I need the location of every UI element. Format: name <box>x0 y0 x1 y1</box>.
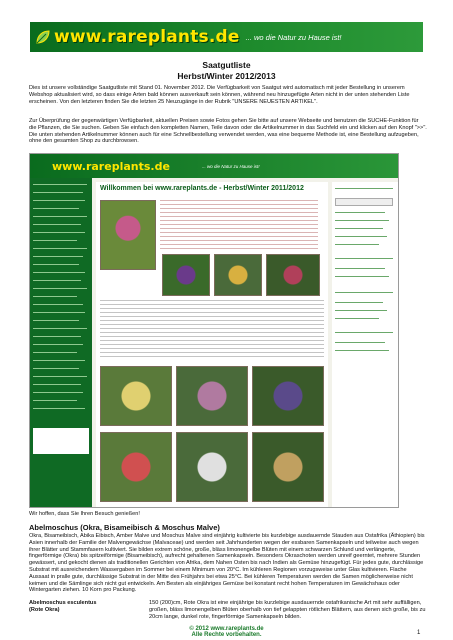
screenshot-heading: Willkommen bei www.rareplants.de - Herbst/Winter 2011/2012 <box>100 185 304 192</box>
footer-copyright: © 2012 www.rareplants.de <box>189 626 264 632</box>
item-common-name: (Rote Okra) <box>29 606 60 613</box>
screenshot-logo: www.rareplants.de <box>52 160 170 173</box>
screenshot-header <box>30 154 398 178</box>
screenshot-tagline: ... wo die Natur zu Hause ist! <box>202 164 260 169</box>
section-body: Okra, Bisameibisch, Abika Eibisch, Amber Malve und Moschus Malve sind einjährig kultivierte bis kurzlebige ausdauernde Stauden aus Ostafrika (Äthiopien) bis Asien innerhalb der Familie der Malvengewächse (Malvaceae) und werden seit Jahrhunderten wegen der essbaren Samenkapseln und teilweise auch wegen ihrer Blätter und Stammfasern kultiviert. Sie bilden extrem schöne, große, bläss limonengelbe Blüten mit einem schwarzen Schlund und verlängerte, fingerförmige (Okra) bis spitzeiförmige (Bisameibisch), aufrecht gehaltenen Samenkapseln. Besonders Okraschoten werden unreif geerntet, mehrere Stunden gewässert, und gekocht dienen als traditionellen Gerichten von Afrika, dem Nahen Osten bis nach Indien als Gemüse hinzugefügt. Für jedes gute, durchlässige Substrat mit ausreichendem Wassergaben im Sommer bei einem Minimum von 20°C. Im kühleren Regionen vorzugsweise unter Glas kultivieren. Flache Aussaat in pralle gute, durchlässige Substrat in der Mitte des Frühjahrs bei etwa 25°C. Bei kühleren Temperaturen werden die Samen möglicherweise nicht keimen und die Sämlinge sich nicht gut entwickeln. Am Besten als einjähriges Gemüse bei konstant recht hohen Temperaturen im Gewächshaus oder Wintergarten ziehen. 10 Korn pro Packung. <box>29 533 425 594</box>
item-name <box>29 600 139 614</box>
plant-photo <box>100 432 172 502</box>
plant-photo <box>100 366 172 426</box>
plant-photo <box>176 366 248 426</box>
section-title: Abelmoschus (Okra, Bisameibisch & Moschus Malve) <box>29 523 220 532</box>
page-number: 1 <box>417 630 421 636</box>
thanks-note: Wir hoffen, dass Sie Ihren Besuch genießen! <box>29 511 140 517</box>
site-tagline: ... wo die Natur zu Hause ist! <box>245 32 342 42</box>
website-screenshot <box>29 153 399 508</box>
site-logo[interactable]: www.rareplants.de <box>54 27 240 47</box>
item-description: 150 (200)cm, Rote Okra ist eine einjährige bis kurzlebige ausdauernde ostafrikanische Art mit sehr auffälligen, großen, bläss limonengelben Blüten oberhalb von tief gelappten rötlichen Blättern, aus denen sich große, bis zu 20cm lange, dunkel rote, fingerförmige Samenkapseln bilden. <box>149 600 426 620</box>
plant-photo <box>176 432 248 502</box>
document-title: Saatgutliste <box>202 60 251 70</box>
intro-paragraph-1: Dies ist unsere vollständige Saatgutliste mit Stand 01. November 2012. Die Verfügbarkeit von Saatgut wird automatisch mit jeder Bestellung in unserem Webshop aktualisiert wird, so dass einige Arten bald können ausverkauft sein können, während neu hinzugefügte Arten nicht in der unten stehenden Liste erscheinen. Von den letzteren finden Sie die letzten 25 Neuzugänge in der Rubrik "UNSERE NEUESTEN ARTIKEL". <box>29 85 410 105</box>
plant-photo <box>252 366 324 426</box>
screenshot-sidebar <box>30 178 92 508</box>
screenshot-welcome-text <box>160 200 318 250</box>
intro-paragraph-2: Zur Überprüfung der gegenwärtigen Verfügbarkeit, aktuellen Preisen sowie Fotos gehen Sie bitte auf unsere Webseite und benutzen die SUCHE-Funktion für die Pflanzen, die Sie suchen. Geben Sie einfach den kompletten Namen, Teile davon oder die Artikelnummer in das Suchfeld ein und klicken auf den Knopf ">>". Die unten stehenden Artikelnummer können auch für eine Schnellbestellung verwendet werden, was eine bequeme Methode ist, eine Bestellung aufzugeben, ohne den gesamten Shop zu durchbrowsen. <box>29 118 427 145</box>
plant-photo <box>266 254 320 296</box>
plant-photo <box>100 200 156 270</box>
plant-photo <box>162 254 210 296</box>
plant-photo <box>252 432 324 502</box>
plant-photo <box>214 254 262 296</box>
leaf-icon <box>35 29 51 45</box>
item-latin-name: Abelmoschus esculentus <box>29 600 97 606</box>
screenshot-news-text <box>100 300 324 360</box>
site-banner <box>30 22 423 52</box>
page-footer <box>0 626 453 638</box>
footer-rights: Alle Rechte vorbehalten. <box>191 632 262 638</box>
screenshot-main <box>96 182 328 507</box>
screenshot-right-column <box>332 182 398 507</box>
document-subtitle: Herbst/Winter 2012/2013 <box>177 71 276 81</box>
